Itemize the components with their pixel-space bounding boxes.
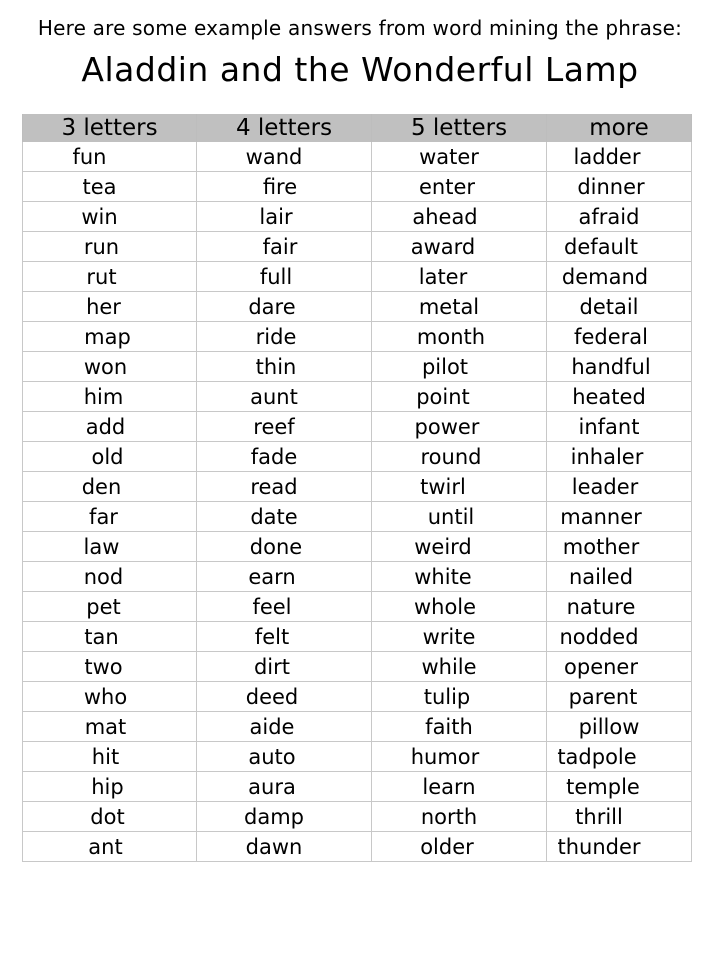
cell-more <box>547 532 692 562</box>
cell-5-letters <box>372 172 547 202</box>
word: ride <box>255 324 297 349</box>
cell-5-letters <box>372 142 547 172</box>
cell-5-letters <box>372 232 547 262</box>
word: aura <box>248 774 296 799</box>
page-title: Aladdin and the Wonderful Lamp <box>81 50 639 89</box>
table-row <box>23 292 692 322</box>
word: manner <box>560 504 642 529</box>
word: humor <box>410 744 480 769</box>
word: faith <box>425 714 473 739</box>
word: dirt <box>253 654 291 679</box>
word: older <box>420 834 474 859</box>
table-row <box>23 322 692 352</box>
word: fire <box>262 174 298 199</box>
cell-4-letters <box>197 802 372 832</box>
word: learn <box>422 774 476 799</box>
cell-more <box>547 412 692 442</box>
table-row <box>23 382 692 412</box>
cell-5-letters <box>372 352 547 382</box>
table-row <box>23 592 692 622</box>
cell-5-letters <box>372 622 547 652</box>
word: afraid <box>578 204 640 229</box>
word: read <box>250 474 298 499</box>
table-row <box>23 232 692 262</box>
word: hip <box>91 774 124 799</box>
word: handful <box>571 354 651 379</box>
word: pet <box>86 594 121 619</box>
cell-3-letters <box>23 592 197 622</box>
cell-4-letters <box>197 712 372 742</box>
cell-3-letters <box>23 172 197 202</box>
word: dawn <box>245 834 303 859</box>
cell-3-letters <box>23 442 197 472</box>
cell-4-letters <box>197 382 372 412</box>
cell-3-letters <box>23 802 197 832</box>
word: fade <box>250 444 298 469</box>
table-row <box>23 802 692 832</box>
table-row <box>23 142 692 172</box>
word: her <box>86 294 121 319</box>
table-row <box>23 622 692 652</box>
cell-5-letters <box>372 382 547 412</box>
cell-5-letters <box>372 712 547 742</box>
cell-5-letters <box>372 442 547 472</box>
cell-4-letters <box>197 742 372 772</box>
word: hit <box>91 744 120 769</box>
word: aide <box>249 714 295 739</box>
cell-4-letters <box>197 502 372 532</box>
word: parent <box>568 684 638 709</box>
table-row <box>23 202 692 232</box>
cell-more <box>547 562 692 592</box>
word: white <box>414 564 472 589</box>
word: deed <box>245 684 299 709</box>
word: done <box>249 534 303 559</box>
cell-more <box>547 382 692 412</box>
table-row <box>23 172 692 202</box>
word: later <box>418 264 468 289</box>
word: thrill <box>575 804 623 829</box>
cell-4-letters <box>197 832 372 862</box>
table-body <box>23 142 692 862</box>
cell-more <box>547 172 692 202</box>
word: dare <box>248 294 296 319</box>
word: enter <box>418 174 476 199</box>
word: dot <box>90 804 125 829</box>
cell-more <box>547 772 692 802</box>
cell-more <box>547 682 692 712</box>
table-header-row <box>23 114 692 142</box>
cell-5-letters <box>372 502 547 532</box>
word: pilot <box>421 354 469 379</box>
cell-more <box>547 232 692 262</box>
word: nod <box>83 564 124 589</box>
word: map <box>84 324 131 349</box>
cell-3-letters <box>23 232 197 262</box>
header-3-letters: 3 letters <box>23 114 197 142</box>
word: demand <box>561 264 649 289</box>
word: infant <box>578 414 640 439</box>
cell-5-letters <box>372 652 547 682</box>
word: twirl <box>420 474 466 499</box>
word: ant <box>88 834 123 859</box>
word: thunder <box>557 834 641 859</box>
table-row <box>23 262 692 292</box>
cell-5-letters <box>372 532 547 562</box>
cell-more <box>547 202 692 232</box>
cell-4-letters <box>197 202 372 232</box>
cell-more <box>547 352 692 382</box>
cell-3-letters <box>23 712 197 742</box>
word: lair <box>259 204 293 229</box>
word: opener <box>564 654 638 679</box>
word: weird <box>414 534 472 559</box>
cell-3-letters <box>23 292 197 322</box>
cell-more <box>547 832 692 862</box>
word: power <box>414 414 480 439</box>
cell-4-letters <box>197 562 372 592</box>
word: win <box>81 204 118 229</box>
word: ladder <box>573 144 641 169</box>
word: den <box>81 474 122 499</box>
word: damp <box>244 804 304 829</box>
cell-4-letters <box>197 472 372 502</box>
cell-5-letters <box>372 412 547 442</box>
cell-5-letters <box>372 592 547 622</box>
cell-4-letters <box>197 352 372 382</box>
word: detail <box>579 294 639 319</box>
table-row <box>23 352 692 382</box>
table-row <box>23 742 692 772</box>
word: date <box>250 504 298 529</box>
header-4-letters: 4 letters <box>197 114 372 142</box>
cell-more <box>547 652 692 682</box>
cell-3-letters <box>23 562 197 592</box>
cell-3-letters <box>23 532 197 562</box>
word: him <box>83 384 124 409</box>
table-row <box>23 772 692 802</box>
cell-4-letters <box>197 622 372 652</box>
word: wand <box>245 144 303 169</box>
cell-4-letters <box>197 682 372 712</box>
table-row <box>23 652 692 682</box>
header-5-letters: 5 letters <box>372 114 547 142</box>
word: aunt <box>250 384 298 409</box>
cell-3-letters <box>23 412 197 442</box>
word: mat <box>84 714 127 739</box>
cell-4-letters <box>197 232 372 262</box>
cell-4-letters <box>197 412 372 442</box>
table-row <box>23 682 692 712</box>
word: won <box>83 354 128 379</box>
word: leader <box>571 474 639 499</box>
word: metal <box>418 294 480 319</box>
word: north <box>420 804 478 829</box>
table-row <box>23 712 692 742</box>
cell-5-letters <box>372 262 547 292</box>
cell-3-letters <box>23 622 197 652</box>
word: until <box>427 504 475 529</box>
cell-3-letters <box>23 142 197 172</box>
cell-4-letters <box>197 652 372 682</box>
word: point <box>416 384 470 409</box>
cell-5-letters <box>372 562 547 592</box>
word: old <box>91 444 124 469</box>
word: feel <box>252 594 292 619</box>
cell-3-letters <box>23 202 197 232</box>
word: add <box>85 414 126 439</box>
cell-more <box>547 622 692 652</box>
cell-3-letters <box>23 382 197 412</box>
cell-5-letters <box>372 472 547 502</box>
cell-more <box>547 322 692 352</box>
cell-more <box>547 262 692 292</box>
cell-more <box>547 142 692 172</box>
word: fun <box>72 144 107 169</box>
word: tadpole <box>557 744 637 769</box>
word: who <box>83 684 128 709</box>
cell-4-letters <box>197 592 372 622</box>
word: nailed <box>568 564 634 589</box>
cell-more <box>547 472 692 502</box>
cell-4-letters <box>197 442 372 472</box>
word: law <box>83 534 120 559</box>
word: inhaler <box>570 444 644 469</box>
cell-5-letters <box>372 292 547 322</box>
word: felt <box>254 624 290 649</box>
word: far <box>89 504 118 529</box>
cell-4-letters <box>197 532 372 562</box>
cell-5-letters <box>372 772 547 802</box>
word: while <box>421 654 477 679</box>
word: nodded <box>559 624 639 649</box>
cell-3-letters <box>23 502 197 532</box>
cell-4-letters <box>197 292 372 322</box>
word: fair <box>262 234 298 259</box>
cell-4-letters <box>197 322 372 352</box>
cell-5-letters <box>372 832 547 862</box>
cell-3-letters <box>23 682 197 712</box>
cell-4-letters <box>197 172 372 202</box>
word: heated <box>572 384 646 409</box>
cell-3-letters <box>23 352 197 382</box>
word: temple <box>566 774 640 799</box>
header-more: more <box>547 114 692 142</box>
cell-3-letters <box>23 322 197 352</box>
cell-more <box>547 592 692 622</box>
word: whole <box>413 594 477 619</box>
word: water <box>419 144 479 169</box>
table-row <box>23 502 692 532</box>
cell-5-letters <box>372 202 547 232</box>
cell-3-letters <box>23 472 197 502</box>
word: round <box>420 444 482 469</box>
cell-4-letters <box>197 772 372 802</box>
word: tulip <box>423 684 471 709</box>
cell-more <box>547 712 692 742</box>
cell-4-letters <box>197 142 372 172</box>
cell-more <box>547 742 692 772</box>
word: auto <box>248 744 296 769</box>
cell-more <box>547 292 692 322</box>
word: write <box>422 624 476 649</box>
word: run <box>83 234 120 259</box>
word: two <box>84 654 123 679</box>
word: thin <box>255 354 297 379</box>
word: reef <box>253 414 295 439</box>
intro-text: Here are some example answers from word mining the phrase: <box>37 16 683 40</box>
word: federal <box>574 324 648 349</box>
word: ahead <box>412 204 478 229</box>
table-row <box>23 442 692 472</box>
cell-5-letters <box>372 322 547 352</box>
word: dinner <box>577 174 645 199</box>
word: full <box>259 264 293 289</box>
table-row <box>23 412 692 442</box>
word-mining-table <box>22 114 692 862</box>
cell-5-letters <box>372 742 547 772</box>
word: nature <box>566 594 636 619</box>
word: default <box>564 234 638 259</box>
cell-more <box>547 442 692 472</box>
cell-3-letters <box>23 652 197 682</box>
word: mother <box>562 534 640 559</box>
cell-3-letters <box>23 262 197 292</box>
cell-more <box>547 802 692 832</box>
table-row <box>23 532 692 562</box>
word: tea <box>82 174 117 199</box>
table-row <box>23 832 692 862</box>
word: earn <box>248 564 296 589</box>
cell-3-letters <box>23 772 197 802</box>
cell-5-letters <box>372 682 547 712</box>
table-row <box>23 472 692 502</box>
table-row <box>23 562 692 592</box>
word: month <box>416 324 486 349</box>
cell-4-letters <box>197 262 372 292</box>
word: pillow <box>578 714 640 739</box>
word: award <box>410 234 476 259</box>
word: rut <box>86 264 117 289</box>
cell-3-letters <box>23 832 197 862</box>
cell-3-letters <box>23 742 197 772</box>
cell-5-letters <box>372 802 547 832</box>
cell-more <box>547 502 692 532</box>
word: tan <box>84 624 119 649</box>
